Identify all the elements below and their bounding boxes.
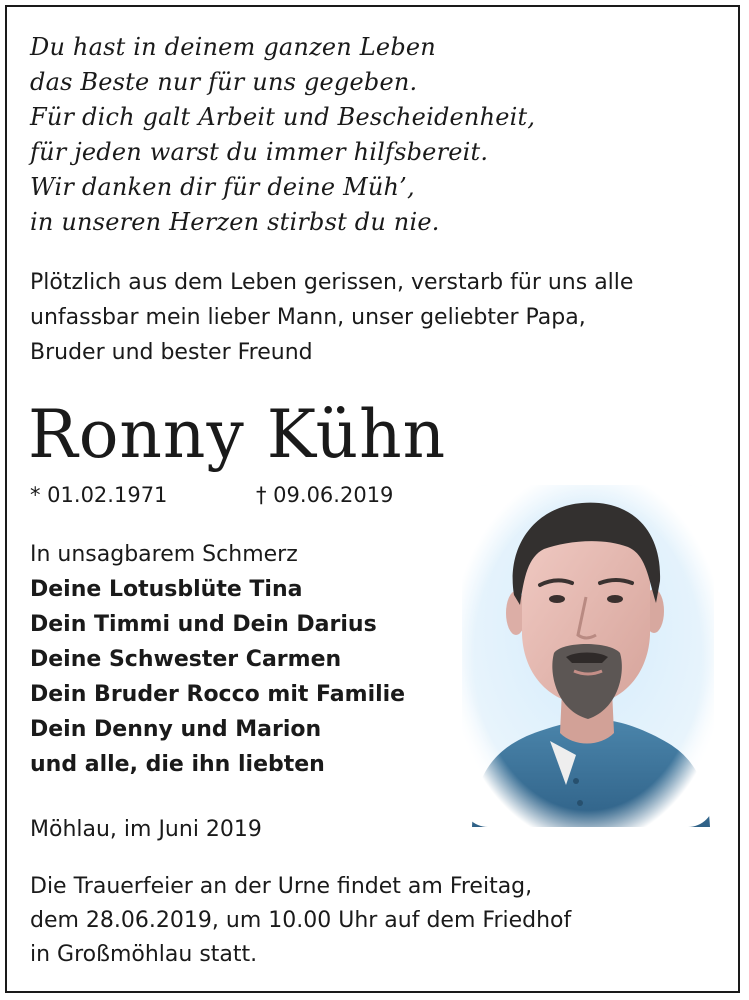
mourner-name: und alle, die ihn liebten bbox=[30, 752, 325, 777]
poem-line: das Beste nur für uns gegeben. bbox=[30, 68, 418, 96]
mourners-lead: In unsagbarem Schmerz bbox=[30, 542, 298, 567]
poem-line: Du hast in deinem ganzen Leben bbox=[30, 33, 436, 61]
mourner-name: Deine Schwester Carmen bbox=[30, 647, 342, 672]
poem bbox=[30, 30, 535, 240]
poem-line: in unseren Herzen stirbst du nie. bbox=[30, 208, 440, 236]
funeral-notice bbox=[30, 870, 571, 972]
portrait-photo bbox=[462, 485, 714, 827]
mourner-name: Deine Lotusblüte Tina bbox=[30, 577, 303, 602]
intro-text bbox=[30, 265, 720, 370]
mourners-list bbox=[30, 537, 405, 782]
funeral-line: dem 28.06.2019, um 10.00 Uhr auf dem Friedhof bbox=[30, 908, 572, 933]
death-date: † 09.06.2019 bbox=[256, 483, 394, 507]
place-date: Möhlau, im Juni 2019 bbox=[30, 817, 262, 842]
poem-line: Wir danken dir für deine Müh’, bbox=[30, 173, 415, 201]
funeral-line: in Großmöhlau statt. bbox=[30, 942, 258, 967]
deceased-name: Ronny Kühn bbox=[28, 396, 447, 473]
intro-line: unfassbar mein lieber Mann, unser geliebter Papa, bbox=[30, 305, 586, 330]
funeral-line: Die Trauerfeier an der Urne findet am Freitag, bbox=[30, 874, 533, 899]
intro-line: Bruder und bester Freund bbox=[30, 340, 313, 365]
poem-line: für jeden warst du immer hilfsbereit. bbox=[30, 138, 489, 166]
life-dates bbox=[30, 478, 394, 512]
mourner-name: Dein Bruder Rocco mit Familie bbox=[30, 682, 406, 707]
birth-date: * 01.02.1971 bbox=[30, 483, 168, 507]
poem-line: Für dich galt Arbeit und Bescheidenheit, bbox=[30, 103, 536, 131]
intro-line: Plötzlich aus dem Leben gerissen, verstarb für uns alle bbox=[30, 270, 634, 295]
mourner-name: Dein Timmi und Dein Darius bbox=[30, 612, 377, 637]
mourner-name: Dein Denny und Marion bbox=[30, 717, 322, 742]
